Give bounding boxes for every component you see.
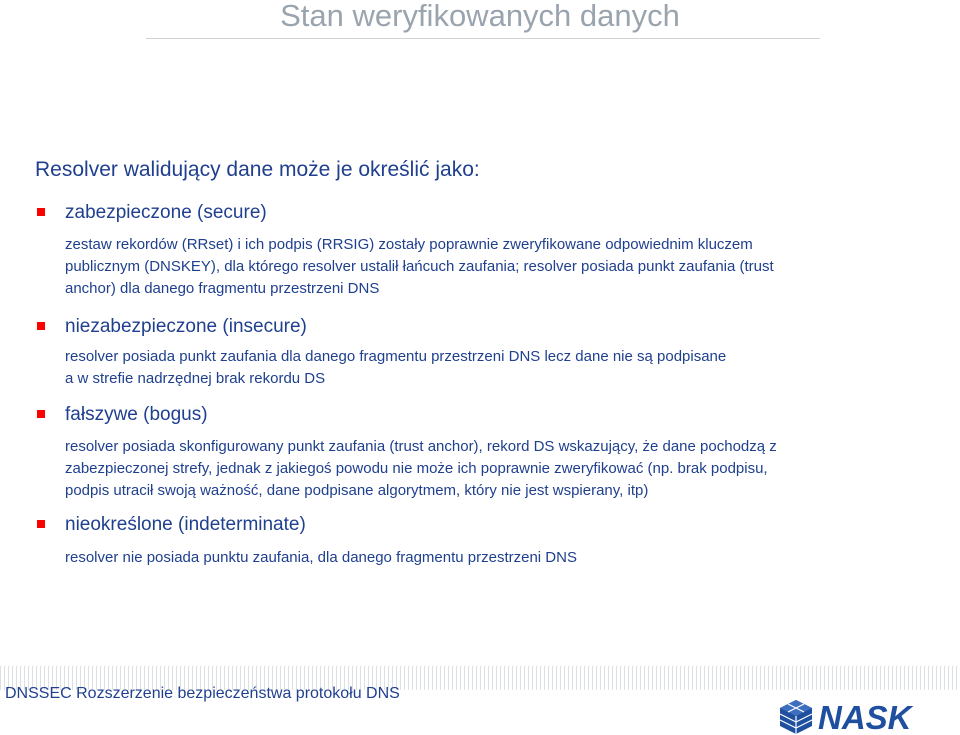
description-insecure bbox=[65, 346, 726, 390]
term-indeterminate: nieokreślone (indeterminate) bbox=[65, 514, 306, 535]
bullet-square-icon bbox=[37, 410, 45, 418]
term-secure: zabezpieczone (secure) bbox=[65, 202, 267, 223]
description-line: a w strefie nadrzędnej brak rekordu DS bbox=[65, 370, 326, 387]
description-line: anchor) dla danego fragmentu przestrzeni DNS bbox=[65, 280, 380, 297]
bullet-square-icon bbox=[37, 322, 45, 330]
description-indeterminate bbox=[65, 547, 577, 569]
bullet-square-icon bbox=[37, 208, 45, 216]
description-line: zabezpieczonej strefy, jednak z jakiegoś powodu nie może ich poprawnie zweryfikować (np. brak podpisu, bbox=[65, 460, 768, 477]
nask-logo bbox=[778, 698, 958, 734]
term-insecure: niezabezpieczone (insecure) bbox=[65, 316, 307, 337]
slide-title: Stan weryfikowanych danych bbox=[280, 0, 680, 33]
description-secure bbox=[65, 234, 774, 300]
logo-wordmark: NASK bbox=[818, 699, 912, 734]
title-divider bbox=[146, 38, 820, 39]
term-bogus: fałszywe (bogus) bbox=[65, 404, 208, 425]
description-line: publicznym (DNSKEY), dla którego resolver ustalił łańcuch zaufania; resolver posiada punkt zaufania (trust bbox=[65, 258, 774, 275]
footer-text: DNSSEC Rozszerzenie bezpieczeństwa protokołu DNS bbox=[5, 685, 400, 702]
description-line: resolver nie posiada punktu zaufania, dla danego fragmentu przestrzeni DNS bbox=[65, 549, 577, 566]
description-line: zestaw rekordów (RRset) i ich podpis (RRSIG) zostały poprawnie zweryfikowane odpowiednim kluczem bbox=[65, 236, 753, 253]
cube-emblem-icon bbox=[780, 700, 812, 734]
intro-heading: Resolver walidujący dane może je określić jako: bbox=[35, 158, 480, 181]
bullet-square-icon bbox=[37, 520, 45, 528]
description-bogus bbox=[65, 436, 777, 502]
description-line: resolver posiada skonfigurowany punkt zaufania (trust anchor), rekord DS wskazujący, że dane pochodzą z bbox=[65, 438, 777, 455]
description-line: resolver posiada punkt zaufania dla danego fragmentu przestrzeni DNS lecz dane nie są podpisane bbox=[65, 348, 727, 365]
description-line: podpis utracił swoją ważność, dane podpisane algorytmem, który nie jest wspierany, itp) bbox=[65, 482, 649, 499]
